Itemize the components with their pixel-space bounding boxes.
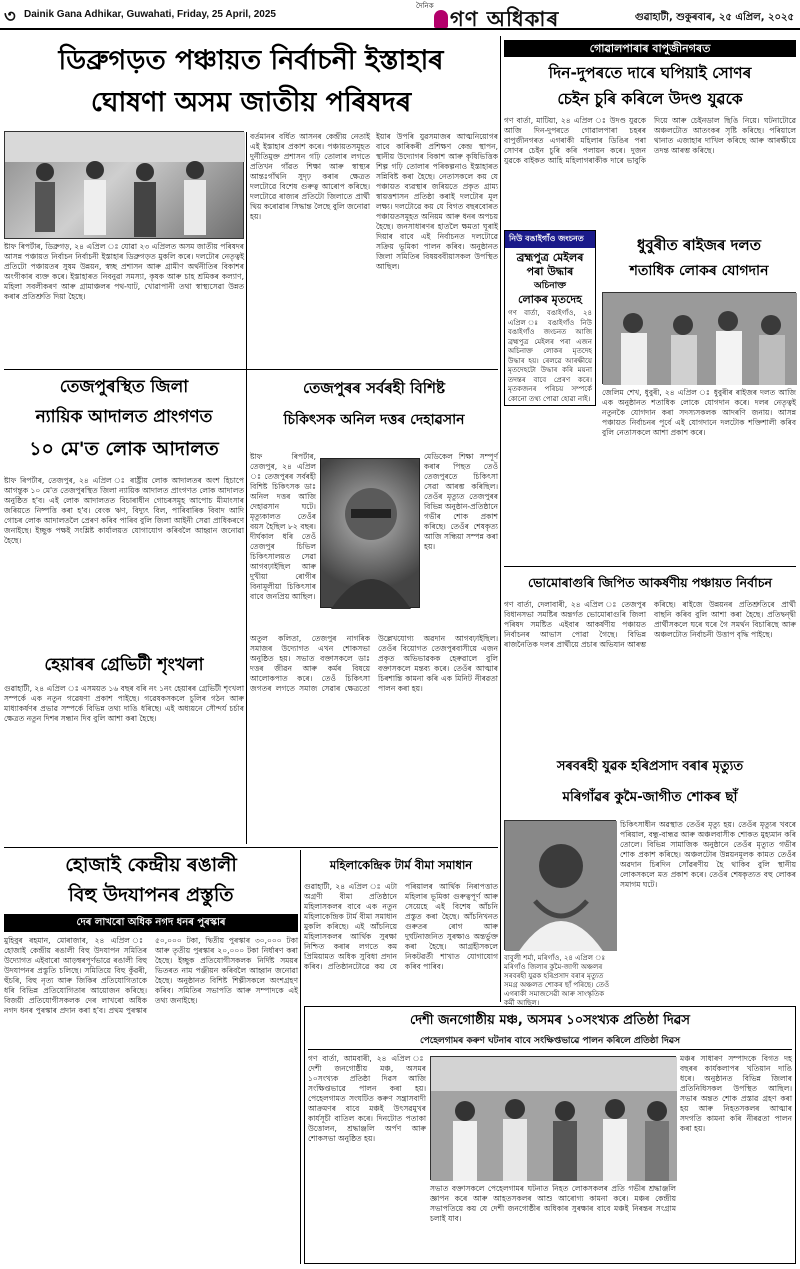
manch-headline: দেশী জনগোষ্ঠীয় মঞ্চ, অসমৰ ১০সংখ্যক প্ৰতিষ্ঠা দিৱস <box>410 1013 690 1028</box>
dhubri-headline: ধুবুৰীত ৰাইজৰ দলত শতাধিক লোকৰ যোগদান <box>629 236 769 279</box>
manch-photo <box>430 1056 676 1180</box>
tezpur-court-headline: তেজপুৰস্থিত জিলা ন্যায়িক আদালত প্ৰাংগণত ১০ মে'ত লোক আদালত <box>29 377 219 460</box>
hayar-body: গুৱাহাটী, ২৪ এপ্ৰিল ঃ এসময়ত ১৬ বছৰ বৰি নং ১নং হেয়াৰৰ গ্ৰেভিটী শৃংখলা সম্পৰ্কে এক নতুন গৱেষণা প্ৰকাশ পাইছে। গৱেষকসকলে চুলিৰ গঠন আৰু মাধ্যাকৰ্ষণৰ প্ৰভাৱ সম্পৰ্কে বিভিন্ন তথ্য দাঙি ধৰিছে। এই অধ্যয়নে সৌন্দৰ্য চৰ্চাৰ ক্ষেত্ৰত নতুন দিশৰ সন্ধান দিব বুলি আশা কৰা হৈছে। <box>4 684 244 723</box>
sarbahi-photo <box>504 820 616 950</box>
paper-info: Dainik Gana Adhikar, Guwahati, Friday, 25 April, 2025 <box>24 9 276 20</box>
insurance-headline: মহিলাকেন্দ্ৰিক টাৰ্ম বীমা সমাধান <box>329 858 473 872</box>
press-release-scene <box>5 132 245 240</box>
column-rule <box>300 850 301 1264</box>
goalpara-body: গণ বাৰ্তা, মাটিয়া, ২৪ এপ্ৰিল ঃ উদণ্ড যুৱকে আজি দিন-দুপৰতে গোৱালপাৰা চহৰৰ বাপুজীনগৰত এগৰাকী মহিলাৰ ডিঙিৰ পৰা সোণৰ চেইন চুৰি কৰি পলায়ন কৰে। দুজন যুৱকে বাইকত আহি মহিলাগৰাকীক দাৰে ভাবুকি দিয়ে আৰু চেইনডাল ছিঙি নিয়ে। ঘটনাটোৱে অঞ্চলটোত আতংকৰ সৃষ্টি কৰিছে। পৰিয়ালে থানাত এজাহাৰ দাখিল কৰিছে আৰু আৰক্ষীয়ে তদন্ত আৰম্ভ কৰিছে। <box>504 116 796 165</box>
row-rule <box>504 566 796 567</box>
sarbahi-caption: বাবুলী শৰ্মা, মৰিগাঁও, ২৪ এপ্ৰিল ঃ মৰিগাঁও জিলাৰ কুমৈ-জাগী অঞ্চলৰ সৰবৰহী যুৱক হৰিপ্ৰসাদ বৰাৰ মৃত্যুত সমগ্ৰ অঞ্চলত শোকৰ ছাঁ পৰিছে। তেওঁ এগৰাকী সমাজসেৱী আৰু সাংস্কৃতিক কৰ্মী আছিল। <box>504 954 610 1007</box>
goalpara-headline: দিন-দুপৰতে দাৰে ঘপিয়াই সোণৰ চেইন চুৰি কৰিলে উদণ্ড যুৱকে <box>548 64 752 108</box>
goalpara-section-bar: গোৱালপাৰাৰ বাপুজীনগৰত <box>504 40 796 57</box>
meeting-scene <box>431 1057 677 1181</box>
dibrugarh-body-2: বৰ্তমানৰ বৰ্ধিত আসনৰ কেন্দ্ৰীয় নেতাই এই ইস্তাহাৰ প্ৰকাশ কৰে। পঞ্চায়তসমূহত দুৰ্নীতিমুক্ত প্ৰশাসন গঢ়ি তোলাৰ লগতে প্ৰতিখন গাঁৱত শিক্ষা আৰু স্বাস্থ্যৰ আন্তঃগাঁথনি সুদৃঢ় কৰাৰ ক্ষেত্ৰত দলটোৱে বিশেষ গুৰুত্ব আৰোপ কৰিছে। দলটোৱে ৰাজ্যৰ প্ৰতিটো জিলাতে প্ৰাৰ্থী থিয় কৰোৱাৰ সিদ্ধান্ত লৈছে বুলি জনোৱা হয়। <box>250 132 370 221</box>
insurance-body: গুৱাহাটী, ২৪ এপ্ৰিল ঃ এটা অগ্ৰণী বীমা প্ৰতিষ্ঠানে মহিলাসকলৰ বাবে এক নতুন মহিলাকেন্দ্ৰিক টাৰ্ম বীমা সমাধান মুকলি কৰিছে। এই আঁচনিয়ে মহিলাসকলৰ আৰ্থিক সুৰক্ষা নিশ্চিত কৰাৰ লগতে কম প্ৰিমিয়ামত অধিক সুবিধা প্ৰদান কৰিব। প্ৰতিষ্ঠানটোৱে কয় যে পৰিয়ালৰ আৰ্থিক নিৰাপত্তাত মহিলাৰ ভূমিকা গুৰুত্বপূৰ্ণ আৰু সেয়েহে এই বিশেষ আঁচনি প্ৰস্তুত কৰা হৈছে। আঁচনিখনত গুৰুতৰ ৰোগ আৰু দুৰ্ঘটনাজনিত সুৰক্ষাও অন্তৰ্ভুক্ত কৰা হৈছে। আগ্ৰহীসকলে নিকটৱৰ্তী শাখাত যোগাযোগ কৰিব পাৰিব। <box>304 882 498 971</box>
row-rule <box>4 369 498 370</box>
hojai-headline: হোজাই কেন্দ্ৰীয় ৰঙালী বিহু উদযাপনৰ প্ৰস্তুতি <box>65 854 237 906</box>
brahmaputra-box <box>504 230 596 406</box>
row-rule <box>4 847 498 848</box>
manch-body-1: গণ বাৰ্তা, আমবাৰী, ২৪ এপ্ৰিল ঃ দেশী জনগোষ্ঠীয় মঞ্চ, অসমৰ ১০সংখ্যক প্ৰতিষ্ঠা দিৱস আজি সংক্ষিপ্তভাৱে পালন কৰা হয়। পেহেলগামত সংঘটিত কৰুণ সন্ত্ৰাসবাদী আক্ৰমণৰ বাবে মঞ্চই উৎসৱমুখৰ কাৰ্যসূচী বাতিল কৰে। দিনটোত পতাকা উত্তোলন, শ্ৰদ্ধাঞ্জলি অৰ্পণ আৰু শোকসভা অনুষ্ঠিত হয়। <box>308 1054 426 1143</box>
brahmaputra-tag: নিউ বঙাইগাঁও জংচনত <box>505 231 595 248</box>
dibrugarh-body-3: ইয়াৰ উপৰি যুৱসমাজৰ আত্মনিয়োগৰ বাবে কাৰিকৰী প্ৰশিক্ষণ কেন্দ্ৰ স্থাপন, স্থানীয় উদ্যোগৰ বিকাশ আৰু কৃষিভিত্তিক শিল্প গঢ়ি তোলাৰ পৰিকল্পনাও ইস্তাহাৰত সন্নিবিষ্ট কৰা হৈছে। নেতাসকলে কয় যে পঞ্চায়ত ব্যৱস্থাৰ জৰিয়তে প্ৰকৃত গ্ৰাম্য স্বায়ত্তশাসন প্ৰতিষ্ঠা কৰাই দলটোৰ মূল লক্ষ্য। দলটোৱে কয় যে বিগত বছৰবোৰত পঞ্চায়তসমূহত অনিয়ম আৰু ধনৰ অপচয় হৈছে। জনসাধাৰণৰ হাতলৈ ক্ষমতা ঘূৰাই দিয়াৰ বাবে এই নিৰ্বাচনত দলটোৱে সক্ৰিয় ভূমিকা পালন কৰিব। অনুষ্ঠানত জিলা সমিতিৰ বিষয়ববীয়াসকল উপস্থিত আছিল। <box>376 132 498 271</box>
dibrugarh-body-1: ষ্টাফ ৰিপৰ্টাৰ, ডিব্ৰুগড়, ২৪ এপ্ৰিল ঃ যোৱা ২৩ এপ্ৰিলত অসম জাতীয় পৰিষদৰ আসন্ন পঞ্চায়ত নিৰ্বাচন নিৰ্বাচনী ইস্তাহাৰ ডিব্ৰুগড়ত মুকলি কৰে। দলটোৰ নেতৃত্বই প্ৰতিটো পঞ্চায়তৰ সুষম উন্নয়ন, স্বচ্ছ প্ৰশাসন আৰু গ্ৰামীণ অৰ্থনীতিৰ বিকাশৰ অংগীকাৰ ব্যক্ত কৰে। ইস্তাহাৰত নিবনুৱা সমস্যা, কৃষক আৰু চাহ শ্ৰমিকৰ কল্যাণ, মহিলা সবলীকৰণ আৰু গ্ৰামাঞ্চলৰ পথ-ঘাট, খোৱাপানী তথা স্বাস্থ্যসেৱা উন্নত কৰাৰ প্ৰতিশ্ৰুতি দিয়া হৈছে। <box>4 242 244 301</box>
bhomoraguri-body: গণ বাৰ্তা, দেলাবাৰী, ২৪ এপ্ৰিল ঃ তেজপুৰ বিধানসভা সমষ্টিৰ অন্তৰ্গত ভোমোৰাগুৰি জিলা পৰিষদ সমষ্টিত এইবাৰ আকৰ্ষণীয় পঞ্চায়ত নিৰ্বাচনৰ আভাস পোৱা গৈছে। বিভিন্ন ৰাজনৈতিক দলৰ প্ৰাৰ্থীয়ে প্ৰচাৰ অভিযান আৰম্ভ কৰিছে। ৰাইজে উন্নয়নৰ প্ৰতিশ্ৰুতিৰে প্ৰাৰ্থী বাছনি কৰিব বুলি আশা কৰা হৈছে। প্ৰতিদ্বন্দ্বী প্ৰাৰ্থীসকলে ঘৰে ঘৰে গৈ সমৰ্থন বিচাৰিছে আৰু অঞ্চলটোত নিৰ্বাচনী উত্তাপ বৃদ্ধি পাইছে। <box>504 600 796 649</box>
dateline: গুৱাহাটী, শুকুৰবাৰ, ২৫ এপ্ৰিল, ২০২৫ <box>634 12 794 23</box>
tezpur-doctor-body-2: মেডিকেল শিক্ষা সম্পূৰ্ণ কৰাৰ পিছত তেওঁ তেজপুৰতে চিকিৎসা সেৱা আৰম্ভ কৰিছিল। তেওঁৰ মৃত্যুত তেজপুৰৰ বিভিন্ন অনুষ্ঠান-প্ৰতিষ্ঠানে গভীৰ শোক প্ৰকাশ কৰিছে। তেওঁৰ শেষকৃত্য আজি সন্ধিয়া সম্পন্ন কৰা হয়। <box>424 452 498 551</box>
manch-body-3: মঞ্চৰ সাধাৰণ সম্পাদকে বিগত দহ বছৰৰ কাৰ্যকলাপৰ খতিয়ান দাঙি ধৰে। অনুষ্ঠানত বিভিন্ন জিলাৰ প্ৰতিনিধিসকল উপস্থিত আছিল। সভাৰ অন্তত শোক প্ৰস্তাৱ গ্ৰহণ কৰা হয় আৰু নিহতসকলৰ আত্মাৰ সদগতি কামনা কৰি নীৰৱতা পালন কৰা হয়। <box>680 1054 792 1133</box>
hayar-headline: হেয়াৰৰ গ্ৰেভিটী শৃংখলা <box>44 655 204 675</box>
tezpur-court-body: ষ্টাফ ৰিপৰ্টাৰ, তেজপুৰ, ২৪ এপ্ৰিল ঃ ৰাষ্ট্ৰীয় লোক আদালতৰ অংশ হিচাপে আগন্তুক ১০ মে'ত তেজপুৰস্থিত জিলা ন্যায়িক আদালত প্ৰাংগণত লোক আদালত অনুষ্ঠিত হ'ব। এই লোক আদালতত বিচাৰাধীন গোচৰসমূহ আপোচ মীমাংসাৰ জৰিয়তে নিষ্পত্তি কৰা হ'ব। বেংক ঋণ, বিদ্যুৎ বিল, পাৰিবাৰিক বিবাদ আদি গোচৰ লোক আদালতলৈ প্ৰেৰণ কৰিব পাৰিব বুলি জিলা আইনী সেৱা প্ৰাধিকৰণে জনাইছে। ইচ্ছুক পক্ষই সংশ্লিষ্ট কাৰ্যালয়ত যোগাযোগ কৰিবলৈ আহ্বান জনোৱা হৈছে। <box>4 476 244 545</box>
column-rule <box>500 36 501 1002</box>
column-rule <box>246 132 247 844</box>
logo-tagline: দৈনিক <box>416 2 434 10</box>
hojai-body: মুহিবুৰ ৰহমান, মোৰাজাৰ, ২৪ এপ্ৰিল ঃ হোজাই কেন্দ্ৰীয় ৰঙালী বিহু উদযাপন সমিতিৰ উদ্যোগত এইবাৰো আড়ম্বৰপূৰ্ণভাৱে ৰঙালী বিহু উদযাপনৰ প্ৰস্তুতি চলিছে। সমিতিয়ে বিহু কুঁৱৰী, হুঁচৰি, বিহু নৃত্য আৰু জিকিৰ প্ৰতিযোগিতাকে ধৰি বিভিন্ন প্ৰতিযোগিতাৰ আয়োজন কৰিছে। বিজয়ী প্ৰতিযোগীসকলক দেৰ লাখৰো অধিক নগদ ধনৰ পুৰস্কাৰ প্ৰদান কৰা হ'ব। প্ৰথম পুৰস্কাৰ ৫০,০০০ টকা, দ্বিতীয় পুৰস্কাৰ ৩০,০০০ টকা আৰু তৃতীয় পুৰস্কাৰ ২০,০০০ টকা নিৰ্ধাৰণ কৰা হৈছে। ইচ্ছুক প্ৰতিযোগীসকলক নিৰ্দিষ্ট সময়ৰ ভিতৰত নাম পঞ্জীয়ন কৰিবলৈ আহ্বান জনোৱা হৈছে। অনুষ্ঠানত বিশিষ্ট শিল্পীসকলে অংশগ্ৰহণ কৰিব। সমিতিৰ সভাপতি আৰু সম্পাদকে এই তথ্য জনাইছে। <box>4 936 298 1015</box>
sarbahi-body: চিকিৎসাধীন অৱস্থাত তেওঁৰ মৃত্যু হয়। তেওঁৰ মৃত্যুৰ খবৰে পৰিয়াল, বন্ধু-বান্ধৱ আৰু অঞ্চলবাসীক শোকত মুহ্যমান কৰি তোলে। বিভিন্ন সামাজিক অনুষ্ঠানে তেওঁৰ মৃত্যুত গভীৰ শোক প্ৰকাশ কৰিছে। অঞ্চলটোৰ উন্নয়নমূলক কামত তেওঁৰ অৱদান চিৰদিন সোঁৱৰণীয় হৈ থাকিব বুলি স্থানীয় লোকসকলে মত প্ৰকাশ কৰে। তেওঁৰ শেষকৃত্যত বহু লোকৰ সমাগম ঘটে। <box>620 820 796 889</box>
tezpur-doctor-headline: তেজপুৰৰ সৰ্বৰহী বিশিষ্ট চিকিৎসক অনিল দত্তৰ দেহাৱসান <box>283 379 465 428</box>
dibrugarh-photo <box>4 131 244 239</box>
dhubri-body: জেলিম শেখ, ধুবুৰী, ২৪ এপ্ৰিল ঃ ধুবুৰীৰ ৰাইজৰ দলত আজি এক অনুষ্ঠানত শতাধিক লোকে যোগদান কৰে। দলৰ নেতৃত্বই নতুনকৈ যোগদান কৰা সদস্যসকলক আদৰণি জনায়। আসন্ন পঞ্চায়ত নিৰ্বাচনৰ পূৰ্বে এই যোগদানে দলটোক শক্তিশালী কৰিব বুলি নেতাসকলে আশা প্ৰকাশ কৰে। <box>602 388 796 437</box>
brahmaputra-body: গণ বাৰ্তা, বঙাইগাঁও, ২৪ এপ্ৰিল ঃ বঙাইগাঁও নিউ বঙাইগাঁও জংচনত আজি ব্ৰহ্মপুত্ৰ মেইলৰ পৰা এজন অচিনাক্ত লোকৰ মৃতদেহ উদ্ধাৰ হয়। ৰেলৱে আৰক্ষীয়ে মৃতদেহটো উদ্ধাৰ কৰি ময়না তদন্তৰ বাবে প্ৰেৰণ কৰে। মৃতকজনৰ পৰিচয় সম্পৰ্কে কোনো তথ্য পোৱা হোৱা নাই। <box>508 309 592 403</box>
masthead <box>0 0 800 30</box>
brahmaputra-headline: ব্ৰহ্মপুত্ৰ মেইলৰ পৰা উদ্ধাৰ অচিনাক্ত লোকৰ মৃতদেহ <box>516 251 584 306</box>
tezpur-doctor-body-3: অতুল কলিতা, তেজপুৰ নাগৰিক সমাজৰ উদ্যোগত এখন শোকসভা অনুষ্ঠিত হয়। সভাত বক্তাসকলে ডাঃ দত্তৰ জীৱন আৰু কৰ্মৰ বিষয়ে আলোকপাত কৰে। তেওঁ চিকিৎসা জগতৰ লগতে সমাজ সেৱাৰ ক্ষেত্ৰতো উল্লেখযোগ্য অৱদান আগবঢ়াইছিল। তেওঁৰ বিয়োগত তেজপুৰবাসীয়ে এজন প্ৰকৃত অভিভাৱকক হেৰুৱালে বুলি বক্তাসকলে মন্তব্য কৰে। তেওঁৰ আত্মাৰ চিৰশান্তি কামনা কৰি এক মিনিট নীৰৱতা পালন কৰা হয়। <box>250 634 498 693</box>
bhomoraguri-headline: ভোমোৰাগুৰি জিপিত আকৰ্ষণীয় পঞ্চায়ত নিৰ্বাচন <box>528 575 772 590</box>
sarbahi-headline: সৰবৰহী যুৱক হৰিপ্ৰসাদ বৰাৰ মৃত্যুত মৰিগাঁৱৰ কুমৈ-জাগীত শোকৰ ছাঁ <box>556 759 744 805</box>
portrait-silhouette <box>321 459 421 609</box>
tezpur-doctor-body-1: ষ্টাফ ৰিপৰ্টাৰ, তেজপুৰ, ২৪ এপ্ৰিল ঃ তেজপুৰৰ সৰ্বৰহী বিশিষ্ট চিকিৎসক ডাঃ অনিল দত্তৰ আজি দেহাৱসান ঘটে। মৃত্যুকালত তেওঁৰ বয়স হৈছিল ৮২ বছৰ। দীৰ্ঘকাল ধৰি তেওঁ তেজপুৰ চিভিল চিকিৎসালয়ত সেৱা আগবঢ়াইছিল আৰু দুখীয়া ৰোগীৰ বিনামূলীয়া চিকিৎসাৰ বাবে জনপ্ৰিয় আছিল। <box>250 452 316 601</box>
hojai-subhead: দেৰ লাখৰো অধিক নগদ ধনৰ পুৰস্কাৰ <box>4 914 298 932</box>
logo-pen-icon <box>434 10 448 28</box>
dhubri-photo <box>602 292 796 384</box>
portrait-with-garland <box>505 821 617 951</box>
crowd-scene <box>603 293 797 385</box>
newspaper-logo: গণ অধিকাৰ <box>432 3 559 38</box>
manch-subhead: পেহেলগামৰ কৰুণ ঘটনাৰ বাবে সংক্ষিপ্তভাৱে পালন কৰিলে প্ৰতিষ্ঠা দিৱস <box>308 1034 792 1050</box>
dibrugarh-headline: ডিব্ৰুগড়ত পঞ্চায়ত নিৰ্বাচনী ইস্তাহাৰ ঘোষণা অসম জাতীয় পৰিষদৰ <box>58 45 444 118</box>
doctor-portrait <box>320 458 420 608</box>
page-number: ৩ <box>4 6 16 27</box>
manch-body-2: সভাত বক্তাসকলে পেহেলগামৰ ঘটনাত নিহত লোকসকলৰ প্ৰতি গভীৰ শ্ৰদ্ধাঞ্জলি জ্ঞাপন কৰে আৰু আহতসকলৰ আশু আৰোগ্য কামনা কৰে। মঞ্চৰ কেন্দ্ৰীয় সভাপতিয়ে কয় যে দেশী জনগোষ্ঠীৰ অধিকাৰ সুৰক্ষাৰ বাবে মঞ্চই নিৰন্তৰ সংগ্ৰাম চলাই যাব। <box>430 1184 676 1223</box>
